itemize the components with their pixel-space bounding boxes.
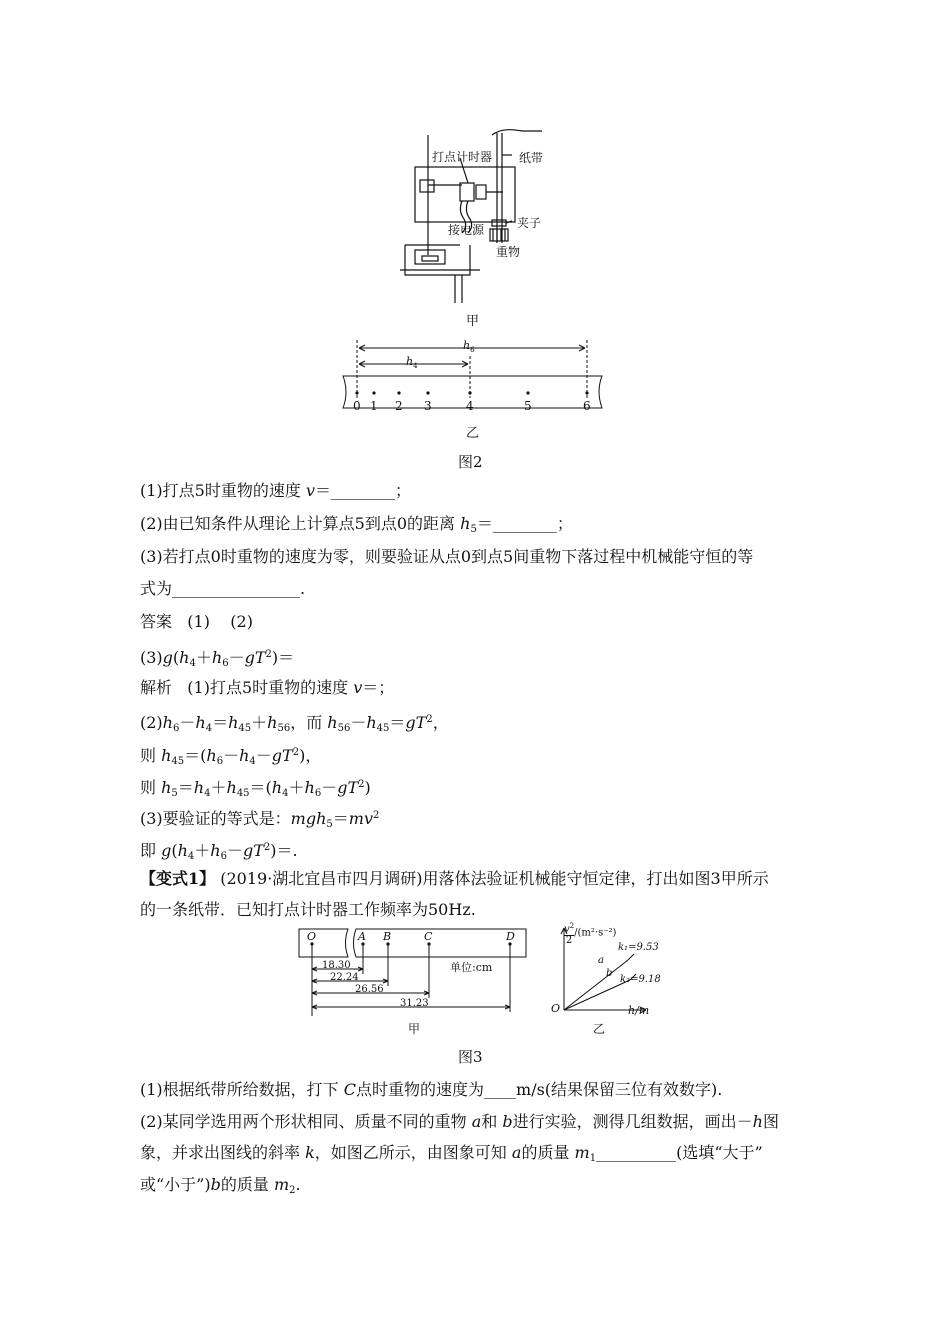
distance-OB: 22.24 bbox=[330, 972, 359, 983]
question-2: (2)由已知条件从理论上计算点5到点0的距离 $h_5=\_\_\_\_\_\_\_\_$； bbox=[140, 514, 573, 535]
tape-figure bbox=[340, 336, 610, 416]
tape-point-label: 1 bbox=[370, 399, 378, 413]
variant-question-2-line-3: 或“小于”)b的质量 $m_2$. bbox=[140, 1175, 301, 1196]
figure2-caption: 图2 bbox=[458, 453, 483, 471]
answer-3: $(3)g(h_4+h_6-gT^2)=$ bbox=[140, 648, 295, 669]
tape-point-label: 6 bbox=[583, 399, 591, 413]
label-weight: 重物 bbox=[496, 245, 521, 259]
y-axis-label: $v^2$ 2 /(m²·s⁻²) bbox=[564, 922, 617, 946]
figure-jia-caption: 甲 bbox=[466, 314, 480, 329]
point-C: C bbox=[424, 930, 433, 943]
point-D: D bbox=[506, 930, 515, 943]
variant-line-1: 【变式1】 (2019·湖北宜昌市四月调研)用落体法验证机械能守恒定律，打出如图3甲所示 bbox=[140, 869, 769, 888]
h4-label: $h_4$ bbox=[406, 355, 418, 370]
tape-point-label: 4 bbox=[466, 399, 474, 413]
label-clip: 夹子 bbox=[517, 216, 542, 230]
tape-point-label: 5 bbox=[524, 399, 532, 413]
question-1: (1)打点5时重物的速度 v＝________； bbox=[140, 481, 411, 500]
figure3-yi-caption: 乙 bbox=[593, 1022, 606, 1036]
analysis-3: 则 $h_{45}=(h_6-h_4-gT^2)$， bbox=[140, 746, 322, 767]
question-3-line-1: (3)若打点0时重物的速度为零，则要验证从点0到点5间重物下落过程中机械能守恒的等 bbox=[140, 547, 754, 566]
tape-point-label: 3 bbox=[424, 399, 432, 413]
unit-label: 单位:cm bbox=[450, 961, 493, 974]
analysis-6: 即 $g(h_4+h_6-gT^2)=$. bbox=[140, 841, 298, 862]
distance-OD: 31.23 bbox=[400, 998, 429, 1009]
line-b-label: b bbox=[606, 968, 613, 979]
k1-label: k₁=9.53 bbox=[618, 942, 659, 953]
figure3-jia-caption: 甲 bbox=[408, 1022, 421, 1036]
answer-line: 答案 (1) (2) bbox=[140, 612, 253, 631]
variant-question-2-line-2: 象，并求出图线的斜率 k，如图乙所示，由图象可知 a的质量 $m_1\_\_\_\_\_\_\_\_\_\_$(选填“大于” bbox=[140, 1143, 763, 1164]
k2-label: k₂=9.18 bbox=[620, 974, 661, 985]
variant-line-2: 的一条纸带．已知打点计时器工作频率为50Hz. bbox=[140, 900, 476, 919]
analysis-2: $(2)h_6-h_4=h_{45}+h_{56}$，而 $h_{56}-h_{45}=gT^2$， bbox=[140, 713, 449, 734]
analysis-5: (3)要验证的等式是：$mgh_5=mv^2$ bbox=[140, 809, 380, 830]
line-a-label: a bbox=[598, 955, 604, 966]
variant-question-2-line-1: (2)某同学选用两个形状相同、质量不同的重物 a和 b进行实验，测得几组数据，画出－h图 bbox=[140, 1112, 779, 1131]
question-3-line-2: 式为________________. bbox=[140, 579, 306, 598]
distance-OC: 26.56 bbox=[355, 984, 384, 995]
point-A: A bbox=[358, 930, 366, 943]
figure3-caption: 图3 bbox=[458, 1048, 483, 1066]
figure-yi-caption: 乙 bbox=[466, 426, 480, 441]
tape-point-label: 0 bbox=[353, 399, 361, 413]
label-timer: 打点计时器 bbox=[432, 150, 493, 164]
analysis-4: 则 $h_5=h_4+h_{45}=(h_4+h_6-gT^2)$ bbox=[140, 778, 371, 799]
label-power: 接电源 bbox=[448, 223, 485, 237]
origin-label: O bbox=[551, 1002, 561, 1015]
h6-label: $h_6$ bbox=[463, 339, 475, 354]
x-axis-label: h/m bbox=[628, 1004, 650, 1017]
analysis-1: 解析 (1)打点5时重物的速度 v＝； bbox=[140, 678, 395, 697]
label-tape: 纸带 bbox=[519, 151, 544, 165]
tape-point-label: 2 bbox=[395, 399, 403, 413]
distance-OA: 18.30 bbox=[322, 960, 351, 971]
point-O: O bbox=[307, 930, 317, 943]
point-B: B bbox=[383, 930, 392, 943]
variant-question-1: (1)根据纸带所给数据，打下 C点时重物的速度为____m/s(结果保留三位有效数字). bbox=[140, 1080, 723, 1099]
